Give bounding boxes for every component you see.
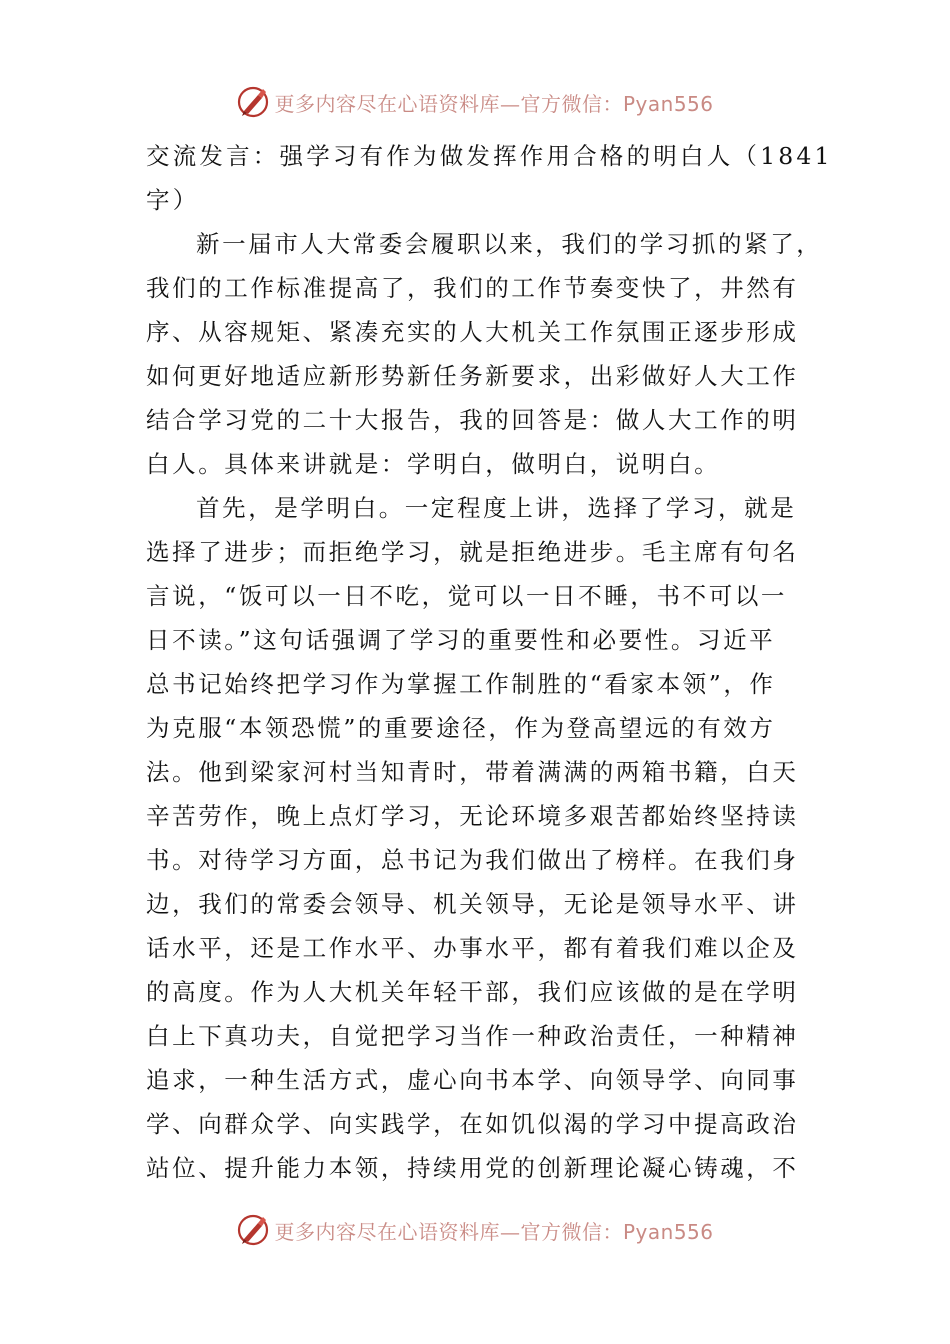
- header-watermark: [0, 82, 950, 122]
- text-line: 追求，一种生活方式，虚心向书本学、向领导学、向同事: [146, 1066, 799, 1094]
- text-line: 书。对待学习方面，总书记为我们做出了榜样。在我们身: [146, 846, 799, 874]
- text-line: 站位、提升能力本领，持续用党的创新理论凝心铸魂，不: [146, 1154, 799, 1182]
- text-line: 如何更好地适应新形势新任务新要求，出彩做好人大工作: [146, 362, 799, 390]
- wechat-id: Pyan556: [622, 91, 714, 116]
- text-line: 选择了进步；而拒绝学习，就是拒绝进步。毛主席有句名: [146, 538, 799, 566]
- document-title: [146, 134, 833, 222]
- footer-watermark: [0, 1210, 950, 1250]
- text-line: 白人。具体来讲就是：学明白，做明白，说明白。: [146, 450, 721, 478]
- text-line: 总书记始终把学习作为掌握工作制胜的“看家本领”，作: [146, 670, 776, 698]
- text-line: 序、从容规矩、紧凑充实的人大机关工作氛围正逐步形成: [146, 318, 799, 346]
- text-line: 为克服“本领恐慌”的重要途径，作为登高望远的有效方: [146, 714, 776, 742]
- text-line: 言说，“饭可以一日不吃，觉可以一日不睡，书不可以一: [146, 582, 788, 610]
- title-line: 字）: [146, 186, 200, 214]
- text-line: 结合学习党的二十大报告，我的回答是：做人大工作的明: [146, 406, 799, 434]
- wechat-id: Pyan556: [622, 1219, 714, 1244]
- text-line: 新一届市人大常委会履职以来，我们的学习抓的紧了，: [196, 230, 823, 258]
- text-line: 的高度。作为人大机关年轻干部，我们应该做的是在学明: [146, 978, 799, 1006]
- text-line: 学、向群众学、向实践学，在如饥似渴的学习中提高政治: [146, 1110, 799, 1138]
- text-line: 辛苦劳作，晚上点灯学习，无论环境多艰苦都始终坚持读: [146, 802, 799, 830]
- text-line: 话水平，还是工作水平、办事水平，都有着我们难以企及: [146, 934, 799, 962]
- title-line: 交流发言：强学习有作为做发挥作用合格的明白人（1841: [146, 142, 833, 170]
- text-line: 法。他到梁家河村当知青时，带着满满的两箱书籍，白天: [146, 758, 799, 786]
- text-line: 边，我们的常委会领导、机关领导，无论是领导水平、讲: [146, 890, 799, 918]
- watermark-text: 更多内容尽在心语资料库—官方微信：: [274, 91, 623, 116]
- paragraph-2: [146, 486, 810, 1190]
- pen-logo-icon: [236, 1213, 270, 1247]
- watermark-text: 更多内容尽在心语资料库—官方微信：: [274, 1219, 623, 1244]
- text-line: 日不读。”这句话强调了学习的重要性和必要性。习近平: [146, 626, 776, 654]
- document-body: [146, 134, 833, 1190]
- text-line: 首先，是学明白。一定程度上讲，选择了学习，就是: [196, 494, 797, 522]
- pen-logo-icon: [236, 85, 270, 119]
- text-line: 我们的工作标准提高了，我们的工作节奏变快了，井然有: [146, 274, 799, 302]
- paragraph-1: [146, 222, 823, 486]
- text-line: 白上下真功夫，自觉把学习当作一种政治责任，一种精神: [146, 1022, 799, 1050]
